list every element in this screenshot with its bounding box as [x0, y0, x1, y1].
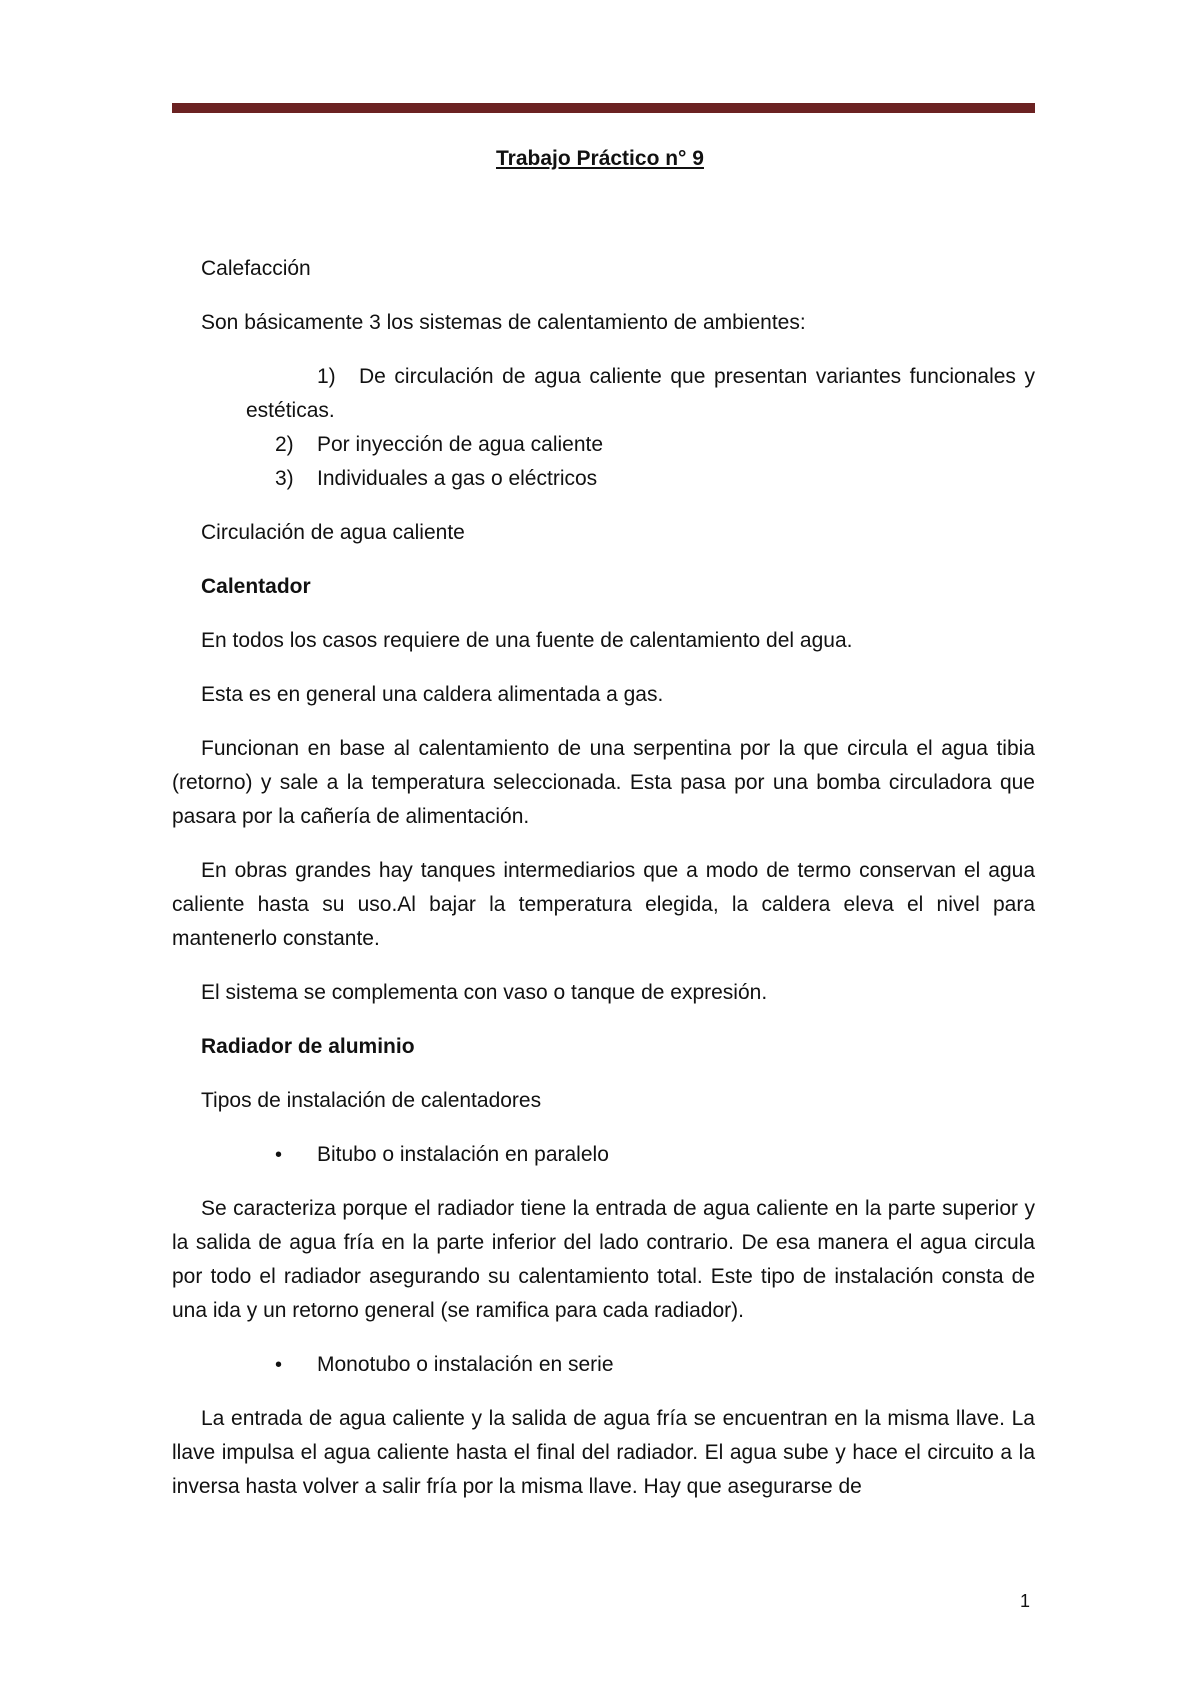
systems-list: [172, 360, 1035, 496]
bullet-text: Monotubo o instalación en serie: [317, 1353, 614, 1376]
bullet-item-monotubo: [172, 1348, 1035, 1382]
heading-circulacion: Circulación de agua caliente: [201, 521, 465, 544]
bullet-text: Bitubo o instalación en paralelo: [317, 1143, 609, 1166]
page-title: Trabajo Práctico n° 9: [496, 147, 704, 170]
heading-calefaccion: Calefacción: [201, 257, 311, 280]
bullet-icon: •: [275, 1144, 283, 1166]
paragraph-esta: Esta es en general una caldera alimentada a gas.: [201, 683, 664, 706]
header-rule: [172, 103, 1035, 113]
list-item: [172, 462, 1035, 496]
paragraph-sistema: El sistema se complementa con vaso o tanque de expresión.: [201, 981, 768, 1004]
intro-paragraph: Son básicamente 3 los sistemas de calentamiento de ambientes:: [201, 311, 806, 334]
list-number: 1): [317, 365, 336, 388]
heading-tipos: Tipos de instalación de calentadores: [201, 1089, 542, 1112]
list-text: Por inyección de agua caliente: [317, 433, 604, 456]
heading-radiador: Radiador de aluminio: [201, 1035, 415, 1058]
paragraph-obras: En obras grandes hay tanques intermediarios que a modo de termo conservan el agua caliente hasta su uso.Al bajar la temperatura elegida, la caldera eleva el nivel para mantenerlo constante.: [172, 859, 1035, 950]
bullet-icon: •: [275, 1354, 283, 1376]
list-item: [172, 360, 1035, 428]
paragraph-funcionan: Funcionan en base al calentamiento de una serpentina por la que circula el agua tibia (retorno) y sale a la temperatura seleccionada. Esta pasa por una bomba circuladora que pasara por la cañería de alimentación.: [172, 737, 1035, 828]
page-number: 1: [1020, 1591, 1031, 1611]
list-number: 3): [275, 467, 294, 490]
list-text: De circulación de agua caliente que presentan variantes funcionales y estéticas.: [246, 365, 1035, 422]
heading-calentador: Calentador: [201, 575, 311, 598]
document-body: [172, 252, 1035, 1524]
paragraph-bitubo: Se caracteriza porque el radiador tiene la entrada de agua caliente en la parte superior y la salida de agua fría en la parte inferior del lado contrario. De esa manera el agua circula por todo el radiador asegurando su calentamiento total. Este tipo de instalación consta de una ida y un retorno general (se ramifica para cada radiador).: [172, 1197, 1035, 1322]
paragraph-monotubo: La entrada de agua caliente y la salida de agua fría se encuentran en la misma llave. La llave impulsa el agua caliente hasta el final del radiador. El agua sube y hace el circuito a la inversa hasta volver a salir fría por la misma llave. Hay que asegurarse de: [172, 1407, 1035, 1498]
list-number: 2): [275, 433, 294, 456]
list-item: [172, 428, 1035, 462]
list-text: Individuales a gas o eléctricos: [317, 467, 598, 490]
paragraph-todos: En todos los casos requiere de una fuente de calentamiento del agua.: [201, 629, 853, 652]
bullet-item-bitubo: [172, 1138, 1035, 1172]
